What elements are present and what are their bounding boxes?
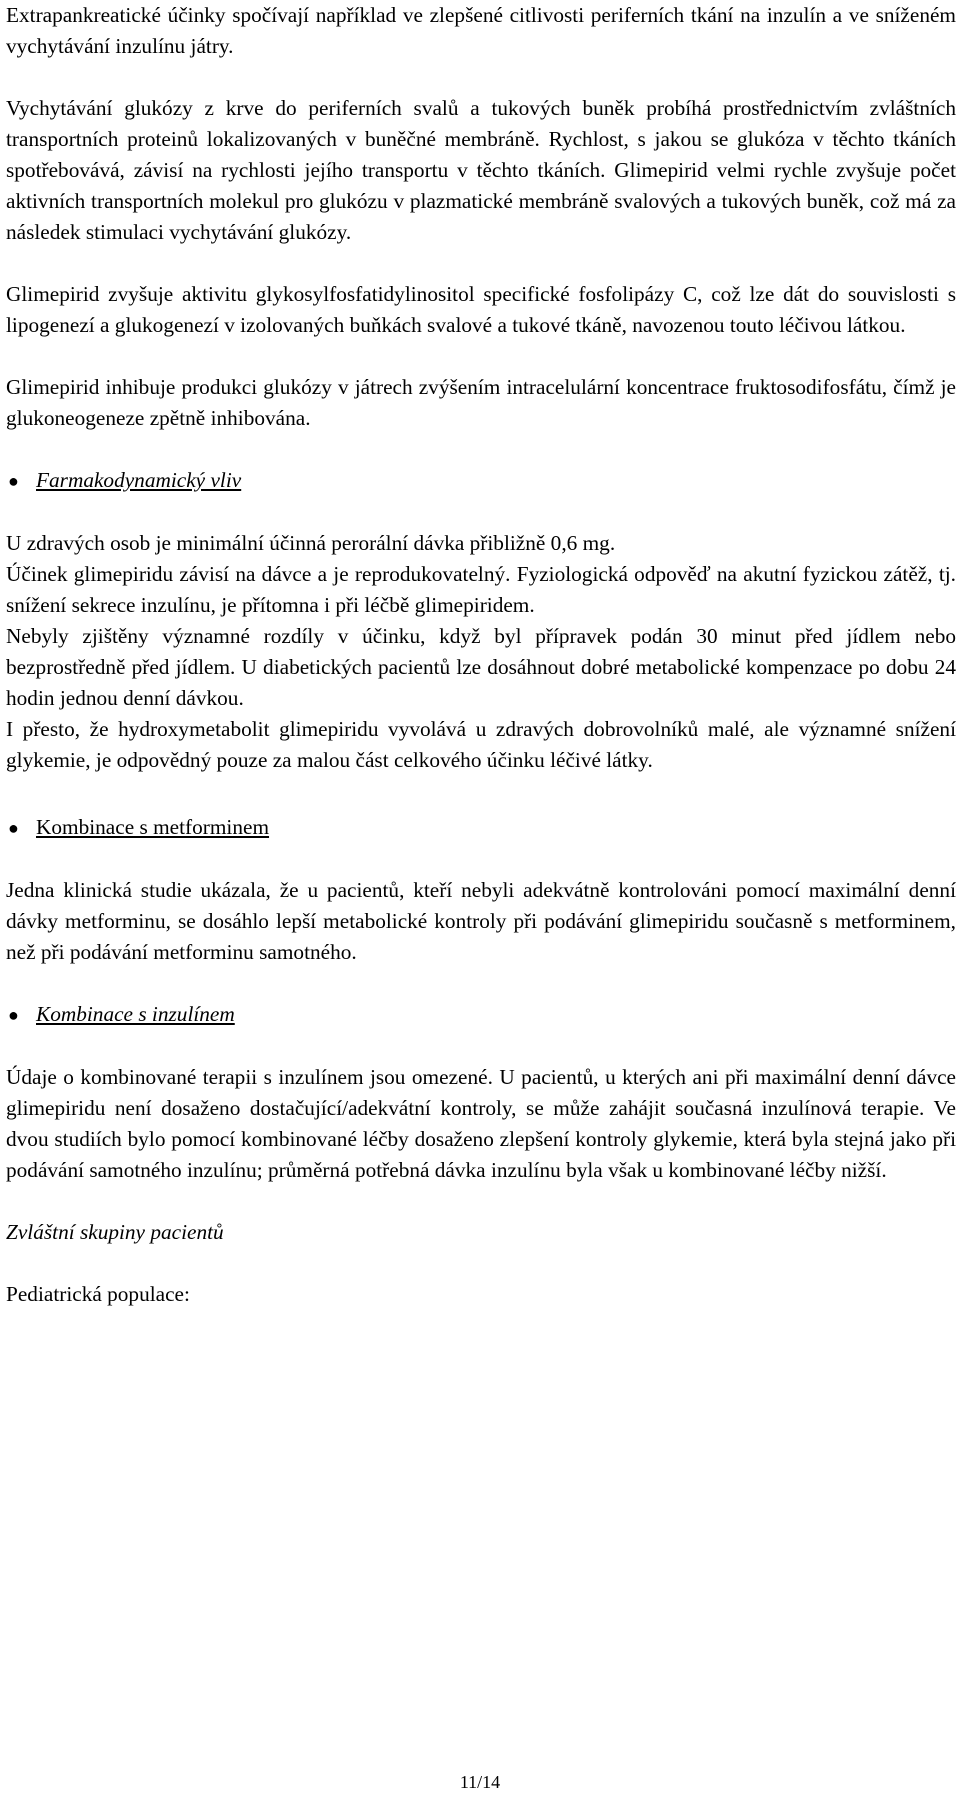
bullet-icon: ●	[8, 818, 19, 838]
paragraph-phospholipase: Glimepirid zvyšuje aktivitu glykosylfosfatidylinositol specifické fosfolipázy C, což lze dát do souvislosti s lipogenezí a glukogenezí v izolovaných buňkách svalové a tukové tkáně, navozenou touto léčivou látkou.	[6, 282, 956, 337]
heading-pediatric: Pediatrická populace:	[6, 1282, 190, 1306]
bullet-icon: ●	[8, 1005, 19, 1025]
paragraph-metformin-study: Jedna klinická studie ukázala, že u pacientů, kteří nebyli adekvátně kontrolováni pomocí maximální denní dávky metforminu, se dosáhlo lepší metabolické kontroly při podávání glimepiridu současně s metforminem, než při podávání metforminu samotného.	[6, 878, 956, 964]
paragraph-gluconeogenesis: Glimepirid inhibuje produkci glukózy v játrech zvýšením intracelulární koncentrace fruktosodifosfátu, čímž je glukoneogeneze zpětně inhibována.	[6, 375, 956, 430]
paragraph-dose-dependence: Účinek glimepiridu závisí na dávce a je reprodukovatelný. Fyziologická odpověď na akutní fyzickou zátěž, tj. snížení sekrece inzulínu, je přítomna i při léčbě glimepiridem.	[6, 562, 956, 617]
paragraph-minimal-dose: U zdravých osob je minimální účinná perorální dávka přibližně 0,6 mg.	[6, 531, 616, 555]
heading-metformin	[6, 812, 956, 844]
heading-insulin-label: Kombinace s inzulínem	[36, 1002, 235, 1026]
paragraph-glucose-uptake: Vychytávání glukózy z krve do periferních svalů a tukových buněk probíhá prostřednictvím zvláštních transportních proteinů lokalizovaných v buněčné membráně. Rychlost, s jakou se glukóza v těchto tkáních spotřebovává, závisí na rychlosti jejího transportu v těchto tkáních. Glimepirid velmi rychle zvyšuje počet aktivních transportních molekul pro glukózu v plazmatické membráně svalových a tukových buněk, což má za následek stimulaci vychytávání glukózy.	[6, 96, 956, 244]
heading-pharmacodynamics-label: Farmakodynamický vliv	[36, 468, 242, 492]
paragraph-extrapancreatic: Extrapankreatické účinky spočívají například ve zlepšené citlivosti periferních tkání na inzulín a ve sníženém vychytávání inzulínu játry.	[6, 3, 956, 58]
bullet-icon: ●	[8, 471, 19, 491]
paragraph-hydroxymetabolite: I přesto, že hydroxymetabolit glimepiridu vyvolává u zdravých dobrovolníků malé, ale významné snížení glykemie, je odpovědný pouze za malou část celkového účinku léčivé látky.	[6, 717, 956, 772]
heading-insulin	[6, 999, 956, 1031]
paragraph-meal-timing: Nebyly zjištěny významné rozdíly v účinku, když byl přípravek podán 30 minut před jídlem nebo bezprostředně před jídlem. U diabetických pacientů lze dosáhnout dobré metabolické kompenzace po dobu 24 hodin jednou denní dávkou.	[6, 624, 956, 710]
heading-pharmacodynamics	[6, 465, 956, 497]
page-number: 11/14	[459, 1772, 501, 1792]
heading-special-groups: Zvláštní skupiny pacientů	[6, 1220, 224, 1244]
document-page	[6, 0, 956, 1310]
heading-metformin-label: Kombinace s metforminem	[36, 815, 270, 839]
paragraph-insulin-combination: Údaje o kombinované terapii s inzulínem jsou omezené. U pacientů, u kterých ani při maximální denní dávce glimepiridu není dosaženo dostačující/adekvátní kontroly, se může zahájit současná inzulínová terapie. Ve dvou studiích bylo pomocí kombinované léčby dosaženo zlepšení kontroly glykemie, která byla stejná jako při podávání samotného inzulínu; průměrná potřebná dávka inzulínu byla však u kombinované léčby nižší.	[6, 1065, 956, 1182]
